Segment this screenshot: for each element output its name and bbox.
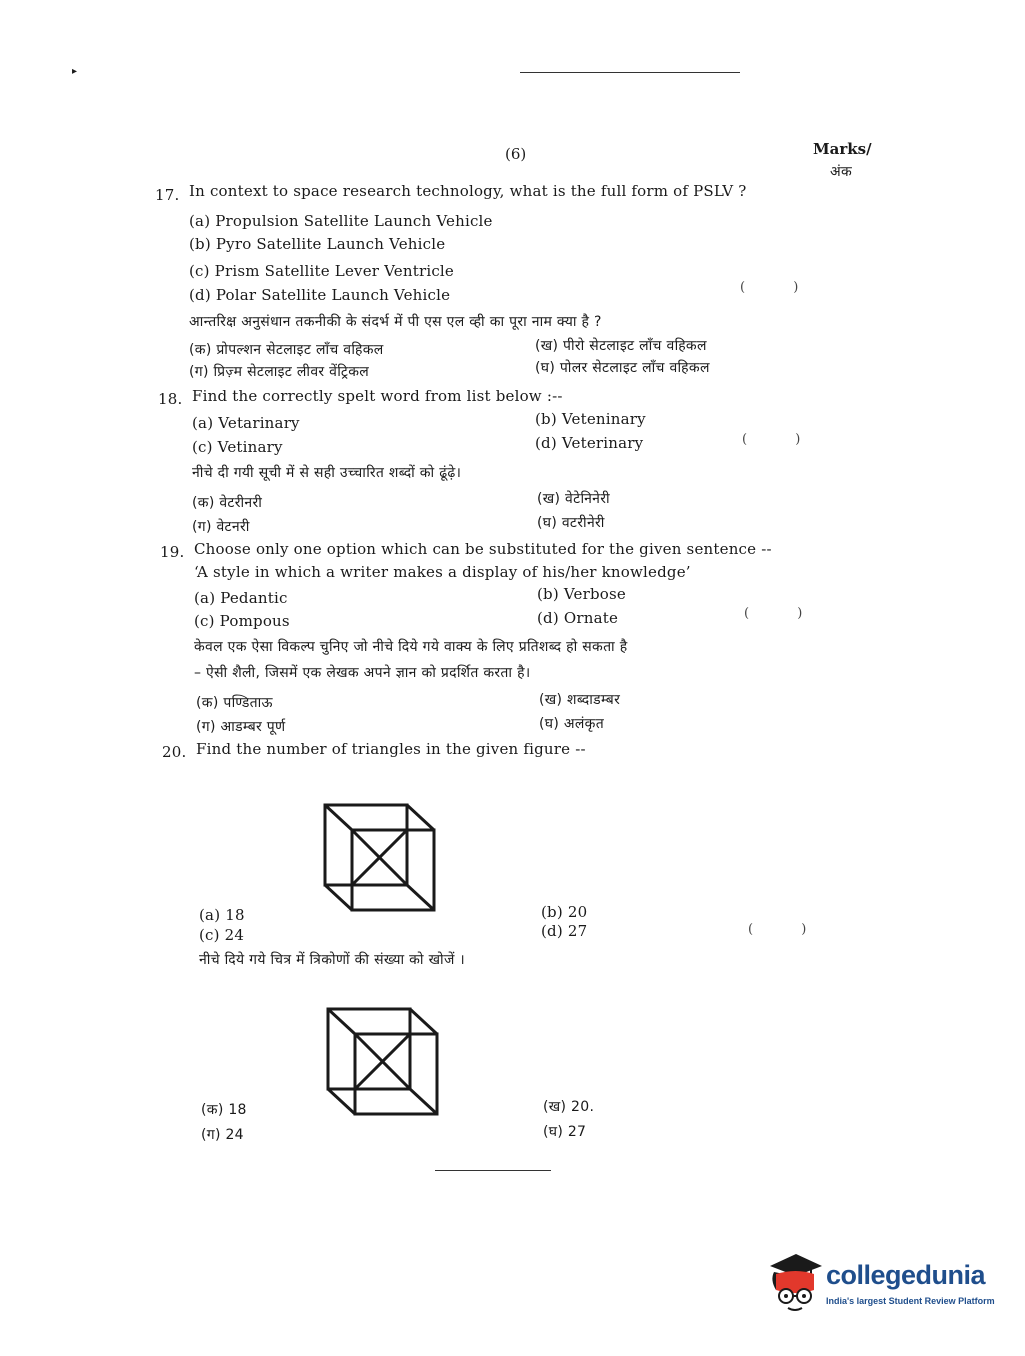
option-c: (c) 24 (199, 926, 245, 944)
hindi-question-text: केवल एक ऐसा विकल्प चुनिए जो नीचे दिये गये वाक्य के लिए प्रतिशब्द हो सकता है (194, 639, 628, 655)
hindi-question-text: नीचे दिये गये चित्र में त्रिकोणों की संख्या को खोजें । (199, 952, 465, 968)
hindi-option-kha: (ख) 20. (543, 1099, 595, 1115)
option-b: (b) Pyro Satellite Launch Vehicle (189, 235, 446, 253)
question-text-quote: ‘A style in which a writer makes a display of his/her knowledge’ (194, 563, 691, 581)
triangle-figure (322, 802, 438, 914)
option-a: (a) 18 (199, 906, 245, 924)
option-b: (b) 20 (541, 903, 588, 921)
marks-label: Marks/ (813, 140, 872, 158)
question-number: 18. (158, 390, 183, 408)
hindi-question-text: नीचे दी गयी सूची में से सही उच्चारित शब्दों को ढूंढ़े। (192, 465, 462, 481)
option-a: (a) Vetarinary (192, 414, 300, 432)
hindi-option-gha: (घ) वटरीनेरी (537, 515, 605, 531)
answer-box[interactable]: ( ) (748, 922, 807, 937)
question-text: In context to space research technology, what is the full form of PSLV ? (189, 182, 747, 200)
page-number: (6) (505, 145, 527, 163)
option-d: (d) Veterinary (535, 434, 644, 452)
mascot-icon (766, 1250, 824, 1314)
hindi-option-kha: (ख) वेटेनिनेरी (537, 491, 610, 507)
hindi-question-text-2: – ऐसी शैली, जिसमें एक लेखक अपने ज्ञान को प्रदर्शित करता है। (194, 665, 531, 681)
hindi-question-text: आन्तरिक्ष अनुसंधान तकनीकी के संदर्भ में पी एस एल व्ही का पूरा नाम क्या है ? (189, 314, 602, 330)
logo-tagline: India's largest Student Review Platform (826, 1296, 995, 1306)
answer-box[interactable]: ( ) (740, 280, 799, 295)
bottom-rule (435, 1170, 551, 1171)
option-d: (d) 27 (541, 922, 588, 940)
hindi-option-gha: (घ) पोलर सेटलाइट लॉंच वहिकल (535, 360, 710, 376)
question-number: 20. (162, 743, 187, 761)
hindi-option-ka: (क) 18 (201, 1102, 247, 1118)
collegedunia-logo[interactable] (766, 1250, 996, 1320)
option-b: (b) Veteninary (535, 410, 646, 428)
question-number: 17. (155, 186, 180, 204)
logo-brand: collegedunia (826, 1260, 986, 1290)
marks-label-hindi: अंक (830, 164, 853, 180)
option-b: (b) Verbose (537, 585, 626, 603)
hindi-option-ga: (ग) आडम्बर पूर्ण (196, 719, 286, 735)
option-a: (a) Pedantic (194, 589, 288, 607)
hindi-option-ga: (ग) वेटनरी (192, 519, 250, 535)
option-d: (d) Polar Satellite Launch Vehicle (189, 286, 451, 304)
hindi-option-kha: (ख) शब्दाडम्बर (539, 692, 621, 708)
hindi-option-ga: (ग) प्रिज़्म सेटलाइट लीवर वेंट्रिकल (189, 364, 370, 380)
top-rule (520, 72, 740, 73)
triangle-figure-hindi (325, 1006, 441, 1118)
hindi-option-ka: (क) प्रोपल्शन सेटलाइट लॉंच वहिकल (189, 342, 384, 358)
corner-mark: ▸ (72, 66, 78, 77)
hindi-option-ka: (क) पण्डिताऊ (196, 695, 273, 711)
option-d: (d) Ornate (537, 609, 619, 627)
hindi-option-ka: (क) वेटरीनरी (192, 495, 263, 511)
option-a: (a) Propulsion Satellite Launch Vehicle (189, 212, 493, 230)
question-text: Find the number of triangles in the given figure -- (196, 740, 586, 758)
answer-box[interactable]: ( ) (742, 432, 801, 447)
answer-box[interactable]: ( ) (744, 606, 803, 621)
hindi-option-gha: (घ) अलंकृत (539, 716, 604, 732)
hindi-option-gha: (घ) 27 (543, 1124, 587, 1140)
option-c: (c) Pompous (194, 612, 290, 630)
hindi-option-ga: (ग) 24 (201, 1127, 244, 1143)
option-c: (c) Vetinary (192, 438, 283, 456)
option-c: (c) Prism Satellite Lever Ventricle (189, 262, 455, 280)
question-text: Find the correctly spelt word from list below :-- (192, 387, 563, 405)
hindi-option-kha: (ख) पीरो सेटलाइट लॉंच वहिकल (535, 338, 707, 354)
question-number: 19. (160, 543, 185, 561)
question-text: Choose only one option which can be substituted for the given sentence -- (194, 540, 772, 558)
